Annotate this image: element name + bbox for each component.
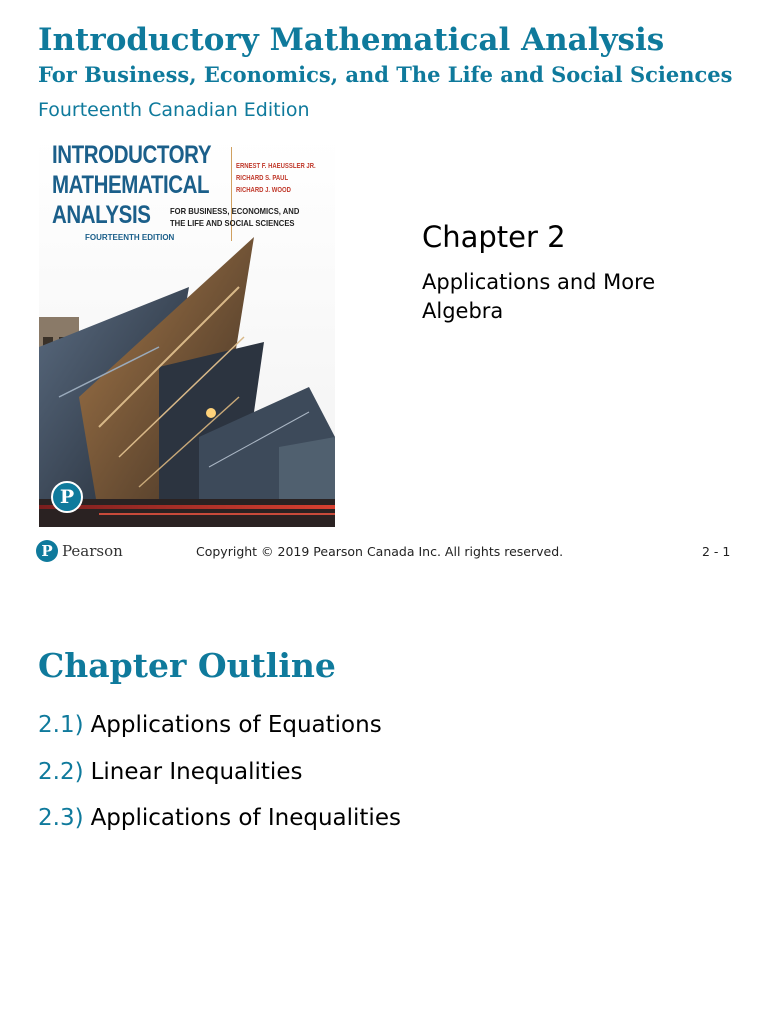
outline-item-label: Applications of Inequalities [90, 805, 401, 831]
outline-item-number: 2.1) [38, 712, 84, 738]
book-subtitle: For Business, Economics, and The Life and Social Sciences [38, 62, 733, 87]
outline-item [38, 805, 401, 831]
cover-title-line: INTRODUCTORY [52, 141, 212, 169]
cover-authors [236, 161, 316, 197]
pearson-logo-icon: P [51, 481, 83, 513]
cover-title-line: ANALYSIS [52, 201, 151, 229]
book-edition: Fourteenth Canadian Edition [38, 99, 310, 121]
pearson-logo-icon: P [36, 540, 58, 562]
pearson-wordmark: Pearson [62, 542, 123, 560]
cover-edition: FOURTEENTH EDITION [85, 233, 175, 242]
cover-author: RICHARD S. PAUL [236, 175, 289, 182]
outline-item [38, 759, 302, 785]
cover-subtitle-line: FOR BUSINESS, ECONOMICS, AND [170, 206, 300, 216]
pearson-footer-logo [36, 540, 123, 562]
outline-item-label: Applications of Equations [90, 712, 382, 738]
outline-item-number: 2.3) [38, 805, 84, 831]
outline-heading: Chapter Outline [38, 646, 336, 685]
copyright-notice: Copyright © 2019 Pearson Canada Inc. All rights reserved. [196, 544, 564, 559]
slide-number: 2 - 1 [702, 544, 731, 559]
outline-item-label: Linear Inequalities [90, 759, 303, 785]
cover-subtitle [170, 205, 299, 229]
book-cover-image [39, 137, 335, 527]
cover-author: RICHARD J. WOOD [236, 187, 291, 194]
book-title: Introductory Mathematical Analysis [38, 22, 665, 58]
outline-item [38, 712, 382, 738]
outline-slide [0, 576, 768, 1024]
outline-item-number: 2.2) [38, 759, 84, 785]
chapter-subtitle: Applications and More Algebra [422, 270, 656, 323]
cover-subtitle-line: THE LIFE AND SOCIAL SCIENCES [170, 218, 295, 228]
cover-author: ERNEST F. HAEUSSLER JR. [236, 163, 316, 170]
cover-title-line: MATHEMATICAL [52, 171, 210, 199]
chapter-title: Chapter 2 [422, 220, 566, 254]
